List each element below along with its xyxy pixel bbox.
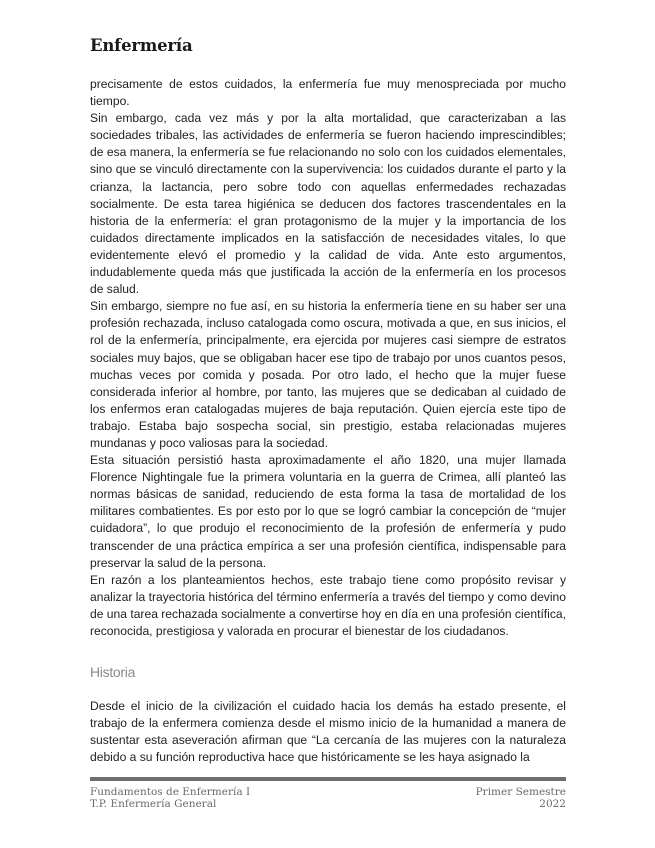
- program-name: T.P. Enfermería General: [90, 798, 217, 810]
- paragraph: Sin embargo, cada vez más y por la alta mortalidad, que caracterizaban a las sociedades tribales, las actividades de enfermería se fueron haciendo imprescindibles; de esa manera, la enfermería se fue relacionando no solo con los cuidados elementales, sino que se vinculó directamente con la supervivencia: los cuidados durante el parto y la crianza, la lactancia, pero sobre todo con aquellas enfermedades rechazadas socialmente. De esta tarea higiénica se deducen dos factores trascendentales en la historia de la enfermería: el gran protagonismo de la mujer y la importancia de los cuidados directamente implicados en la satisfacción de necesidades vitales, lo que evidentemente elevó el promedio y la calidad de vida. Ante esto argumentos, indudablemente queda más que justificada la acción de la enfermería en los procesos de salud.: [90, 111, 566, 297]
- year-label: 2022: [539, 798, 566, 810]
- semester-label: Primer Semestre: [475, 786, 566, 798]
- footer-right: [476, 786, 566, 810]
- course-name: Fundamentos de Enfermería I: [90, 786, 251, 798]
- paragraph: Desde el inicio de la civilización el cuidado hacia los demás ha estado presente, el trabajo de la enfermera comienza desde el mismo inicio de la humanidad a manera de sustentar esta aseveración afirman que “La cercanía de las mujeres con la naturaleza debido a su función reproductiva hace que históricamente se les haya asignado la: [90, 699, 566, 765]
- footer-divider: [90, 777, 566, 781]
- footer-left: [90, 786, 250, 810]
- paragraph: Esta situación persistió hasta aproximadamente el año 1820, una mujer llamada Florence Nightingale fue la primera voluntaria en la guerra de Crimea, allí planteó las normas básicas de sanidad, reduciendo de esta forma la tasa de mortalidad de los militares combatientes. Es por esto por lo que se logró cambiar la concepción de “mujer cuidadora”, lo que produjo el reconocimiento de la profesión de enfermería y pudo transcender de una práctica empírica a ser una profesión científica, indispensable para preservar la salud de la persona.: [90, 453, 566, 570]
- page-title: Enfermería: [90, 36, 193, 55]
- section-body: [90, 698, 566, 766]
- section-heading: Historia: [90, 664, 136, 680]
- paragraph: Sin embargo, siempre no fue así, en su historia la enfermería tiene en su haber ser una profesión rechazada, incluso catalogada como oscura, motivada a que, en sus inicios, el rol de la enfermería, principalmente, era ejercida por mujeres casi siempre de estratos sociales muy bajos, que se obligaban hacer ese tipo de trabajo por unos cuantos pesos, muchas veces por comida y posada. Por otro lado, el hecho que la mujer fuese considerada inferior al hombre, por tanto, las mujeres que se dedicaban al cuidado de los enfermos eran catalogadas mujeres de baja reputación. Quien ejercía este tipo de trabajo. Estaba bajo sospecha social, sin prestigio, estaba relacionadas mujeres mundanas y poco valiosas para la sociedad.: [90, 299, 566, 450]
- body-text: [90, 76, 566, 640]
- paragraph: precisamente de estos cuidados, la enfermería fue muy menospreciada por mucho tiempo.: [90, 77, 566, 109]
- paragraph: En razón a los planteamientos hechos, este trabajo tiene como propósito revisar y analizar la trayectoria histórica del término enfermería a través del tiempo y como devino de una tarea rechazada socialmente a convertirse hoy en día en una profesión científica, reconocida, prestigiosa y valorada en procurar el bienestar de los ciudadanos.: [90, 572, 566, 638]
